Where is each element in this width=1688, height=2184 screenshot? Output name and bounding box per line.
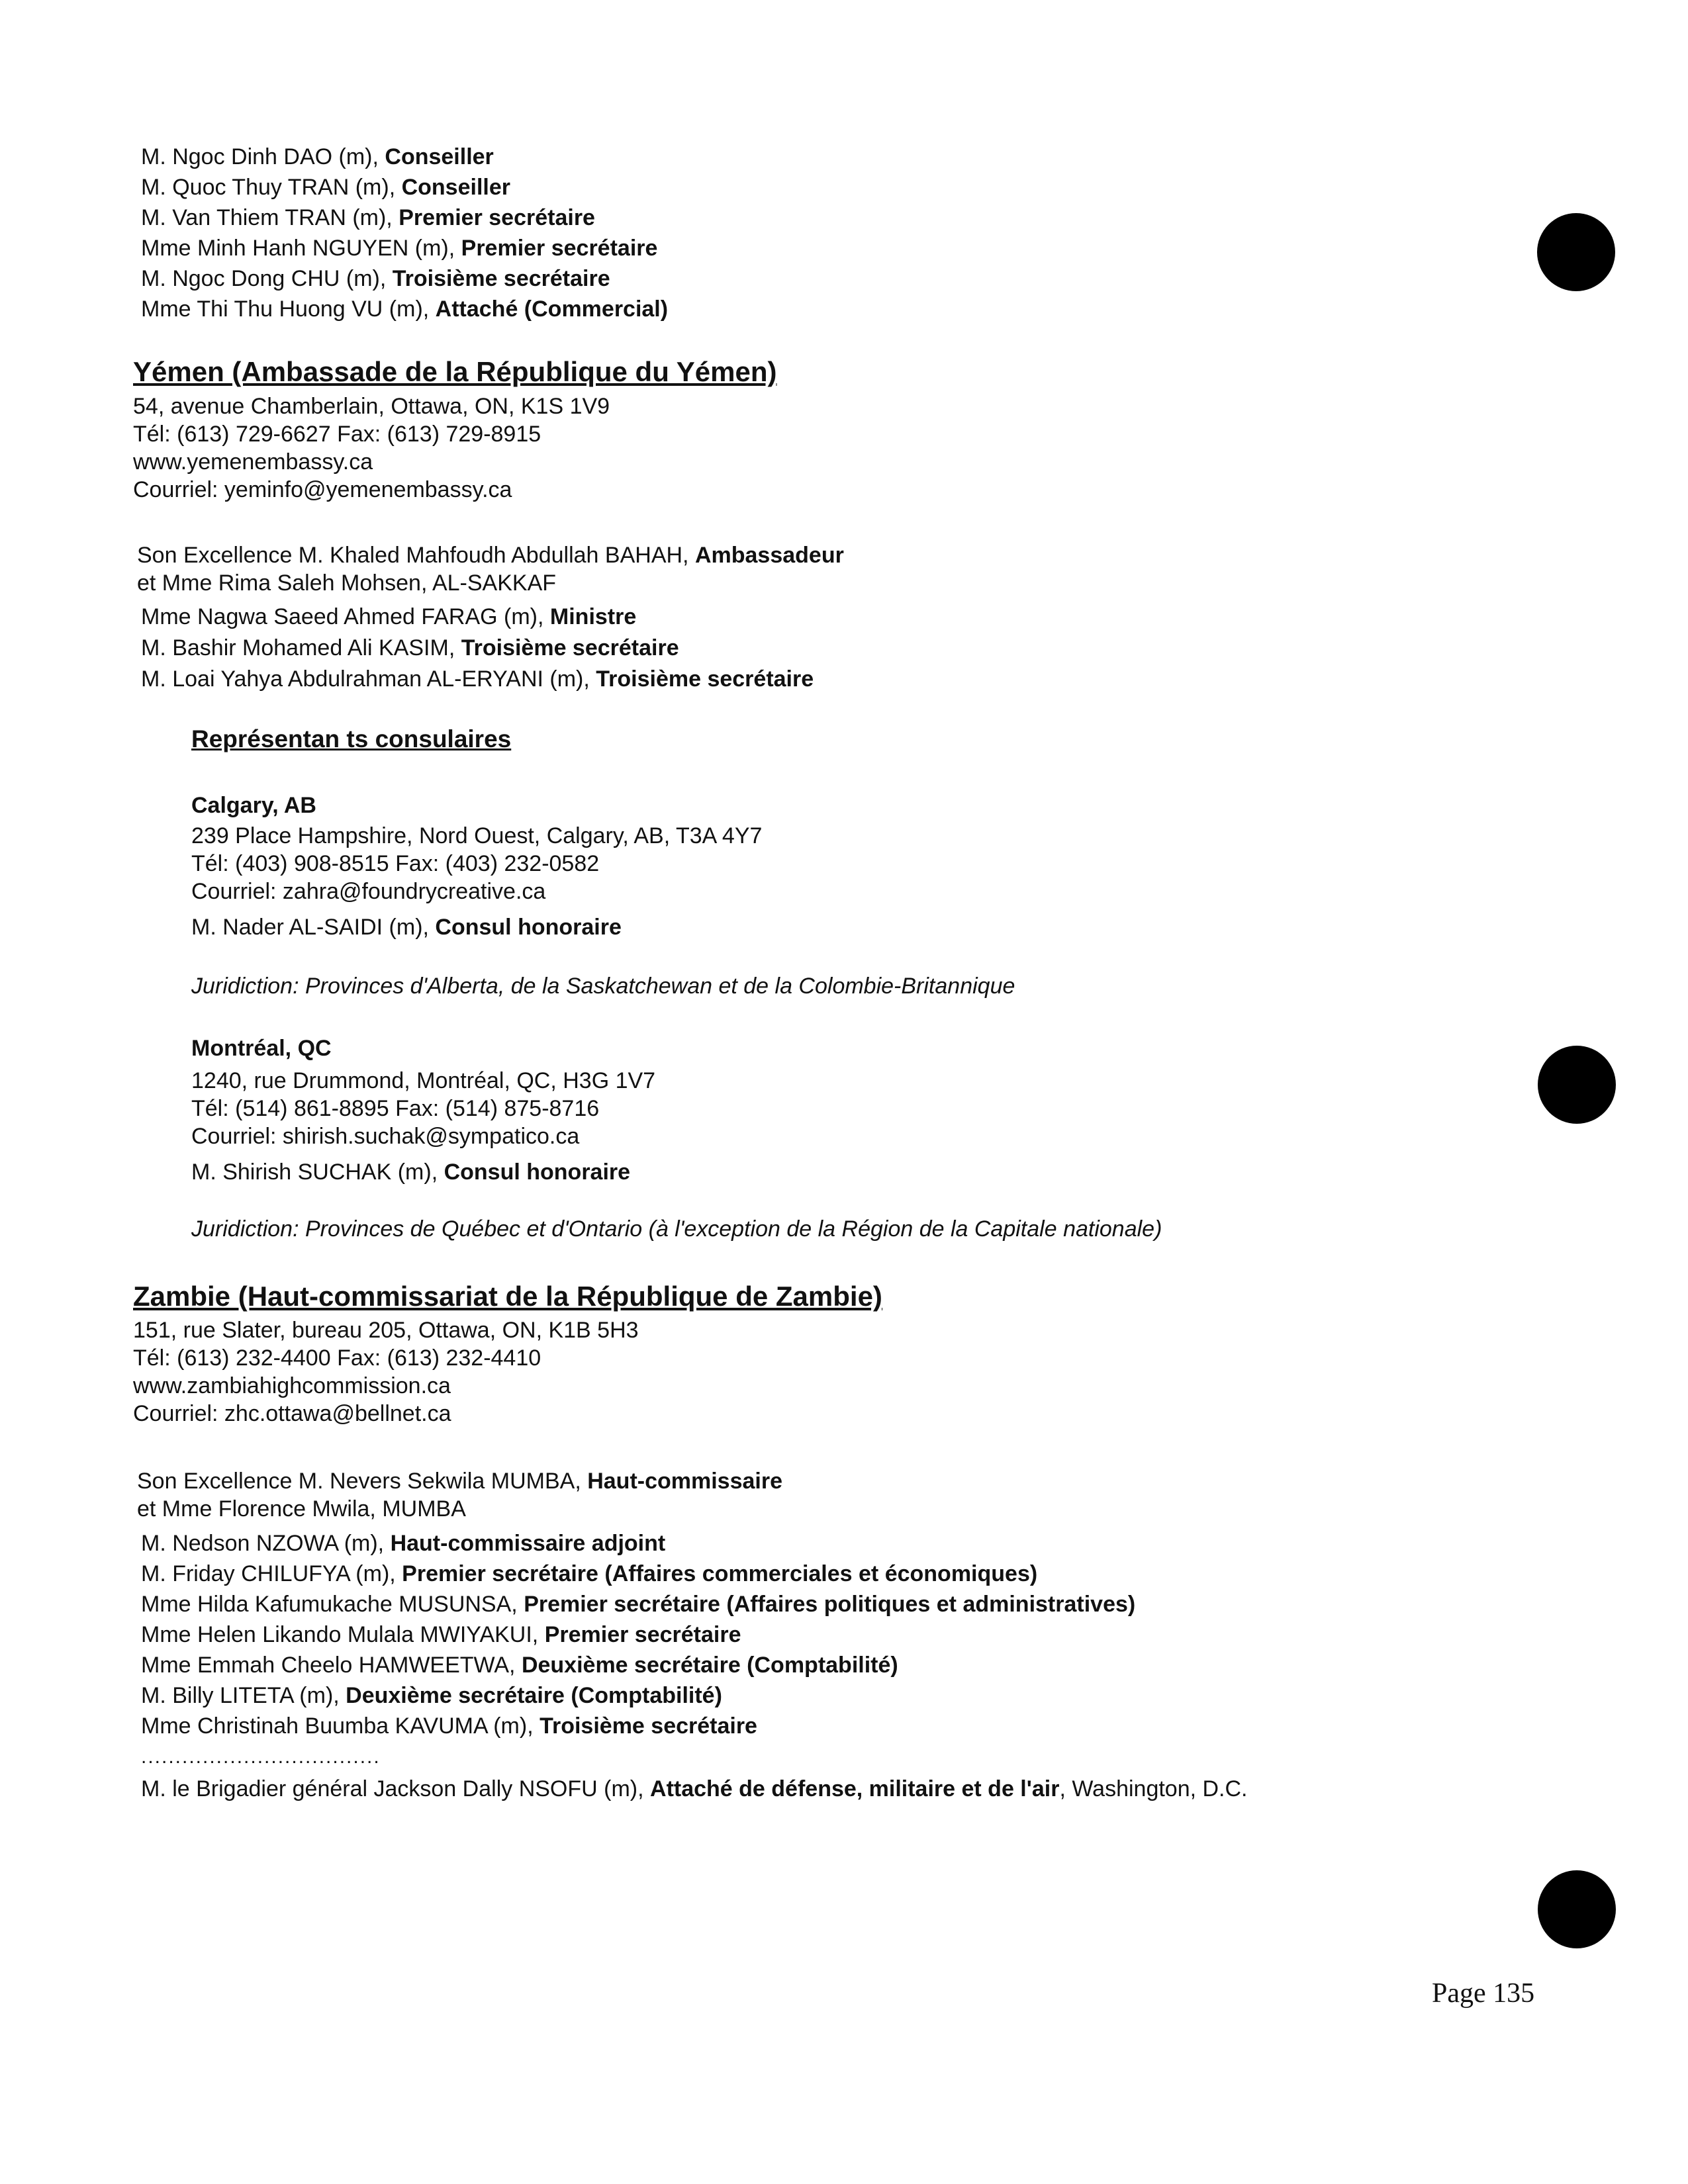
yemen-staff-line: Mme Nagwa Saeed Ahmed FARAG (m), Ministre [141,604,637,629]
zambia-phone: Tél: (613) 232-4400 Fax: (613) 232-4410 [133,1345,541,1371]
staff-line: M. Ngoc Dong CHU (m), Troisième secrétaire [141,266,610,291]
zambia-address: 151, rue Slater, bureau 205, Ottawa, ON, K1B 5H3 [133,1318,639,1343]
punch-hole [1538,1046,1616,1124]
zambia-staff-line: Mme Hilda Kafumukache MUSUNSA, Premier secrétaire (Affaires politiques et administratives) [141,1592,1136,1617]
consulate-phone: Tél: (403) 908-8515 Fax: (403) 232-0582 [191,851,600,876]
consulate-jurisdiction: Juridiction: Provinces d'Alberta, de la Saskatchewan et de la Colombie-Britannique [191,974,1015,999]
consul-line: M. Nader AL-SAIDI (m), Consul honoraire [191,915,622,940]
yemen-staff-line: M. Bashir Mohamed Ali KASIM, Troisième secrétaire [141,635,679,660]
defense-attache-line: M. le Brigadier général Jackson Dally NSOFU (m), Attaché de défense, militaire et de l'air, Washington, D.C. [141,1776,1248,1801]
yemen-heading: Yémen (Ambassade de la République du Yémen) [133,356,777,387]
staff-line: Mme Minh Hanh NGUYEN (m), Premier secrétaire [141,236,658,261]
yemen-staff-line: M. Loai Yahya Abdulrahman AL-ERYANI (m), Troisième secrétaire [141,666,814,692]
staff-line: M. Ngoc Dinh DAO (m), Conseiller [141,144,494,169]
consulate-email: Courriel: zahra@foundrycreative.ca [191,879,546,904]
consulate-address: 1240, rue Drummond, Montréal, QC, H3G 1V7 [191,1068,656,1093]
page-number: Page 135 [1432,1978,1535,2009]
consulate-jurisdiction: Juridiction: Provinces de Québec et d'Ontario (à l'exception de la Région de la Capitale nationale) [191,1216,1162,1242]
zambia-staff-line: Mme Helen Likando Mulala MWIYAKUI, Premier secrétaire [141,1622,741,1647]
punch-hole [1537,213,1615,291]
yemen-email: Courriel: yeminfo@yemenembassy.ca [133,477,512,502]
staff-line: M. Quoc Thuy TRAN (m), Conseiller [141,175,510,200]
punch-hole [1538,1870,1616,1948]
zambia-staff-line: et Mme Florence Mwila, MUMBA [137,1496,466,1522]
consulate-phone: Tél: (514) 861-8895 Fax: (514) 875-8716 [191,1096,600,1121]
staff-line: Mme Thi Thu Huong VU (m), Attaché (Commercial) [141,296,669,322]
zambia-staff-line: M. Friday CHILUFYA (m), Premier secrétaire (Affaires commerciales et économiques) [141,1561,1038,1586]
yemen-staff-line: Son Excellence M. Khaled Mahfoudh Abdullah BAHAH, Ambassadeur [137,543,844,568]
separator-dots: ................................... [141,1746,381,1768]
zambia-staff-line: Mme Emmah Cheelo HAMWEETWA, Deuxième secrétaire (Comptabilité) [141,1653,898,1678]
yemen-staff-line: et Mme Rima Saleh Mohsen, AL-SAKKAF [137,570,557,596]
zambia-staff-line: Mme Christinah Buumba KAVUMA (m), Troisième secrétaire [141,1713,757,1739]
zambia-staff-line: M. Billy LITETA (m), Deuxième secrétaire (Comptabilité) [141,1683,722,1708]
zambia-staff-line: M. Nedson NZOWA (m), Haut-commissaire adjoint [141,1531,666,1556]
zambia-heading: Zambie (Haut-commissariat de la République de Zambie) [133,1281,882,1312]
consular-heading: Représentan ts consulaires [191,725,512,752]
zambia-email: Courriel: zhc.ottawa@bellnet.ca [133,1401,451,1426]
yemen-phone: Tél: (613) 729-6627 Fax: (613) 729-8915 [133,422,541,447]
consulate-city: Montréal, QC [191,1036,332,1061]
zambia-staff-line: Son Excellence M. Nevers Sekwila MUMBA, Haut-commissaire [137,1469,782,1494]
consulate-city: Calgary, AB [191,793,316,818]
yemen-website: www.yemenembassy.ca [133,449,373,475]
staff-line: M. Van Thiem TRAN (m), Premier secrétaire [141,205,595,230]
yemen-address: 54, avenue Chamberlain, Ottawa, ON, K1S 1V9 [133,394,610,419]
consulate-email: Courriel: shirish.suchak@sympatico.ca [191,1124,580,1149]
consulate-address: 239 Place Hampshire, Nord Ouest, Calgary, AB, T3A 4Y7 [191,823,763,848]
zambia-website: www.zambiahighcommission.ca [133,1373,451,1398]
consul-line: M. Shirish SUCHAK (m), Consul honoraire [191,1160,631,1185]
